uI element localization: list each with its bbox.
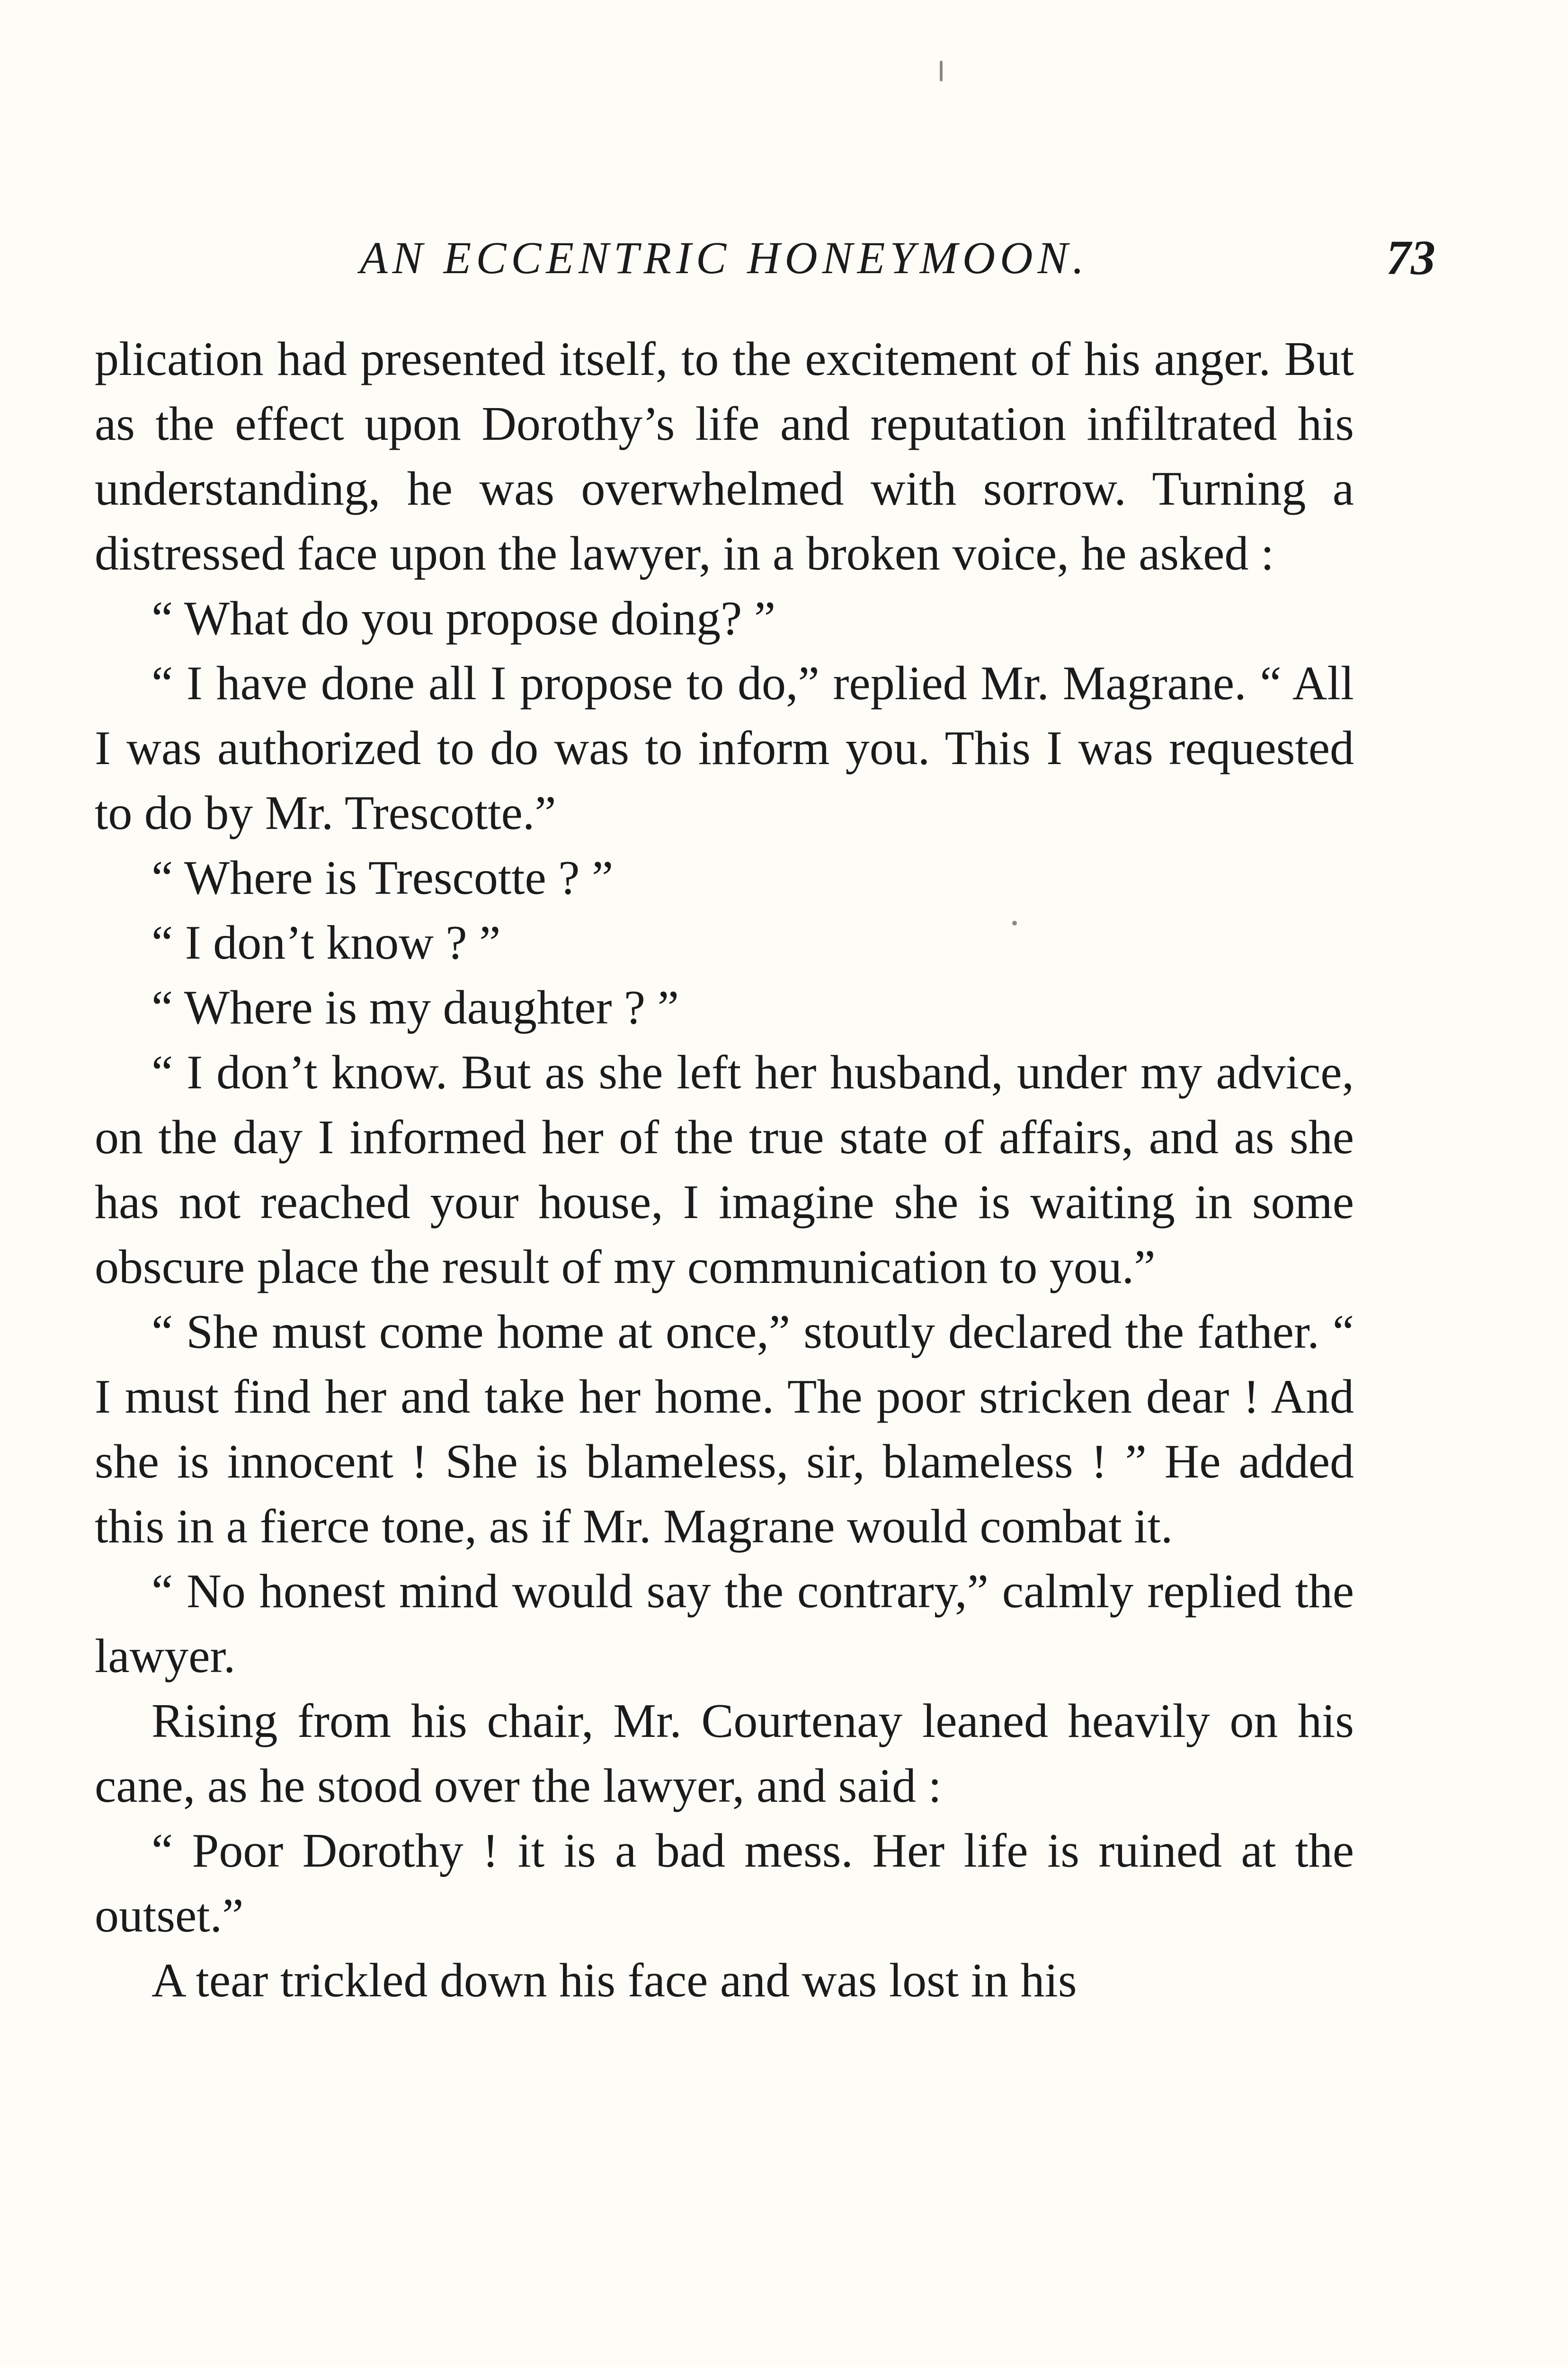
- body-text: [95, 327, 1354, 2013]
- page-number: 73: [1386, 231, 1435, 285]
- paragraph: “ She must come home at once,” stoutly declared the father. “ I must find her and take her home. The poor stricken dear ! And she is innocent ! She is blameless, sir, blameless ! ” He added this in a fierce tone, as if Mr. Magrane would combat it.: [95, 1305, 1354, 1553]
- paragraph: “ Where is my daughter ? ”: [151, 981, 679, 1034]
- paragraph: A tear trickled down his face and was lost in his: [151, 1954, 1077, 2007]
- paragraph: “ I have done all I propose to do,” replied Mr. Magrane. “ All I was authorized to do was to inform you. This I was requested to do by Mr. Trescotte.”: [95, 657, 1354, 840]
- paragraph: “ I don’t know ? ”: [151, 916, 501, 970]
- paragraph: “ No honest mind would say the contrary,” calmly replied the lawyer.: [95, 1565, 1354, 1683]
- paragraph: “ I don’t know. But as she left her husband, under my advice, on the day I informed her of the true state of affairs, and as she has not reached your house, I imagine she is waiting in some obscure place the result of my communication to you.”: [95, 1046, 1354, 1294]
- paragraph: “ What do you propose doing? ”: [151, 592, 776, 645]
- print-speck: [940, 61, 943, 81]
- running-head: [95, 222, 1435, 294]
- paragraph: plication had presented itself, to the excitement of his anger. But as the effect upon Dorothy’s life and reputation infiltrated his understanding, he was overwhelmed with sorrow. Turning a distressed face upon the lawyer, in a broken voice, he asked :: [95, 332, 1354, 580]
- running-title: AN ECCENTRIC HONEYMOON.: [360, 232, 1089, 283]
- paragraph: “ Where is Trescotte ? ”: [151, 851, 614, 905]
- paragraph: Rising from his chair, Mr. Courtenay leaned heavily on his cane, as he stood over the lawyer, and said :: [95, 1694, 1354, 1813]
- paragraph: “ Poor Dorothy ! it is a bad mess. Her life is ruined at the outset.”: [95, 1824, 1354, 1942]
